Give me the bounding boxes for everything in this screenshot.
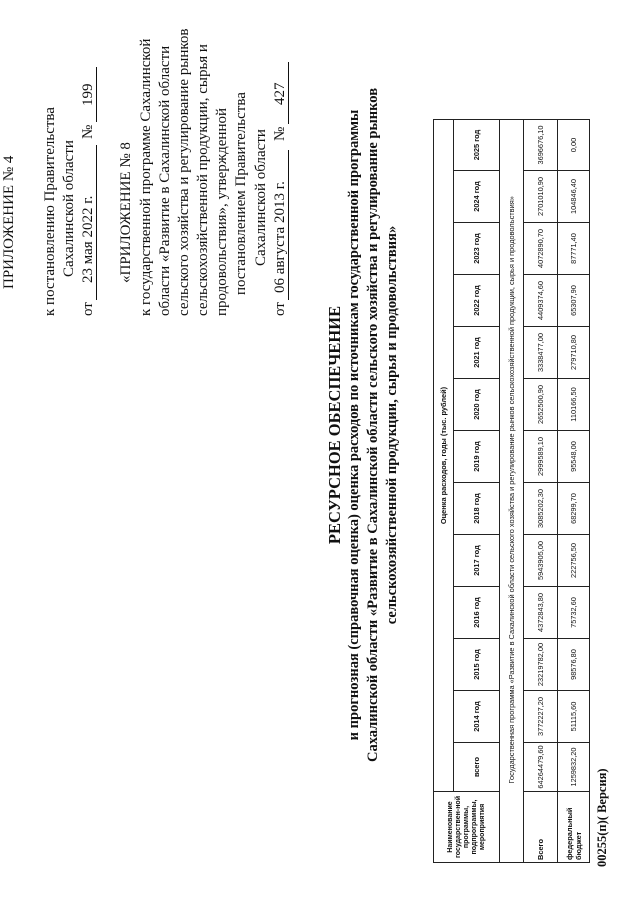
annex8-line-2: области «Развитие в Сахалинской области [157,45,173,316]
table-cell: 4409374,60 [524,275,558,327]
table-cell: 110166,50 [558,379,590,431]
annex8-line-4: сельскохозяйственной продукции, сырья и [195,44,211,316]
table-cell: 279710,80 [558,327,590,379]
resource-table [433,119,590,863]
table-col-2023: 2023 год [454,223,500,275]
table-col-2015: 2015 год [454,639,500,691]
table-cell: 3772227,20 [524,691,558,743]
annex8-line-5: продовольствия», утвержденной [214,107,230,316]
resource-heading-line-3: сельскохозяйственной продукции, сырья и продовольствия» [384,225,400,625]
table-cell: 68299,70 [558,483,590,535]
appendix-region: Сахалинской области [61,140,77,277]
table-cell: 0,00 [558,120,590,171]
table-cell: 2652500,90 [524,379,558,431]
table-cell: 4072890,70 [524,223,558,275]
table-program-row: Государственная программа «Развитие в Сахалинской области сельского хозяйства и регулирование рынков сельскохозяйственной продукции, сырья и продовольствия» [500,120,524,792]
table-cell: 87771,40 [558,223,590,275]
table-col-2022: 2022 год [454,275,500,327]
table-cell: 3085202,30 [524,483,558,535]
table-header-name: Наименование государствен-ной программы, подпрограммы, мероприятия [434,792,500,863]
table-col-2025: 2025 год [454,120,500,171]
table-cell: 3696676,10 [524,120,558,171]
annex8-line-1: к государственной программе Сахалинской [138,38,154,316]
resource-heading-line-2: Сахалинской области «Развитие в Сахалинской области сельского хозяйства и регулирование рынков [365,87,381,763]
table-row-federal-name: федеральный бюджет [558,792,590,863]
table-col-2016: 2016 год [454,587,500,639]
table-header-estimate: Оценка расходов, годы (тыс. рублей) [434,120,454,792]
table-col-2014: 2014 год [454,691,500,743]
table-cell: 2701010,90 [524,171,558,223]
table-program-spacer [500,792,524,863]
table-cell: 98576,80 [558,639,590,691]
table-cell: 1259832,20 [558,743,590,792]
table-cell: 75732,60 [558,587,590,639]
appendix-number-label: № [80,124,96,139]
resource-heading-line-1: и прогнозная (справочная оценка) оценка расходов по источникам государственной программы [346,109,362,741]
table-col-total: всего [454,743,500,792]
annex8-title: «ПРИЛОЖЕНИЕ № 8 [118,142,134,283]
appendix-date: 23 мая 2022 г. [80,195,96,283]
annex8-date: 06 августа 2013 г. [272,181,288,293]
appendix-title: ПРИЛОЖЕНИЕ № 4 [1,155,17,289]
table-cell: 5943905,00 [524,535,558,587]
annex8-number-label: № [272,126,288,141]
table-cell: 65307,90 [558,275,590,327]
table-cell: 4372843,80 [524,587,558,639]
table-col-2019: 2019 год [454,431,500,483]
appendix-from-label: от [80,302,96,316]
table-cell: 51115,60 [558,691,590,743]
table-col-2018: 2018 год [454,483,500,535]
table-cell: 64264479,60 [524,743,558,792]
annex8-number: 427 [272,82,288,105]
table-col-2021: 2021 год [454,327,500,379]
table-cell: 95548,00 [558,431,590,483]
appendix-to-resolution: к постановлению Правительства [42,107,58,316]
annex8-line-3: сельского хозяйства и регулирование рынков [176,28,192,316]
annex8-line-6: постановлением Правительства [233,92,249,295]
table-col-2017: 2017 год [454,535,500,587]
table-cell: 222756,50 [558,535,590,587]
table-col-2020: 2020 год [454,379,500,431]
table-cell: 104846,40 [558,171,590,223]
table-cell: 3338477,00 [524,327,558,379]
table-cell: 2999589,10 [524,431,558,483]
table-cell: 23219782,00 [524,639,558,691]
resource-heading-title: РЕСУРСНОЕ ОБЕСПЕЧЕНИЕ [325,305,344,545]
document-footer-code: 00255(п)( Версия) [595,768,609,867]
annex8-from-label: от [272,302,288,316]
annex8-line-7: Сахалинской области [253,129,269,266]
table-row-total-name: Всего [524,792,558,863]
appendix-number: 199 [80,83,96,106]
table-col-2024: 2024 год [454,171,500,223]
